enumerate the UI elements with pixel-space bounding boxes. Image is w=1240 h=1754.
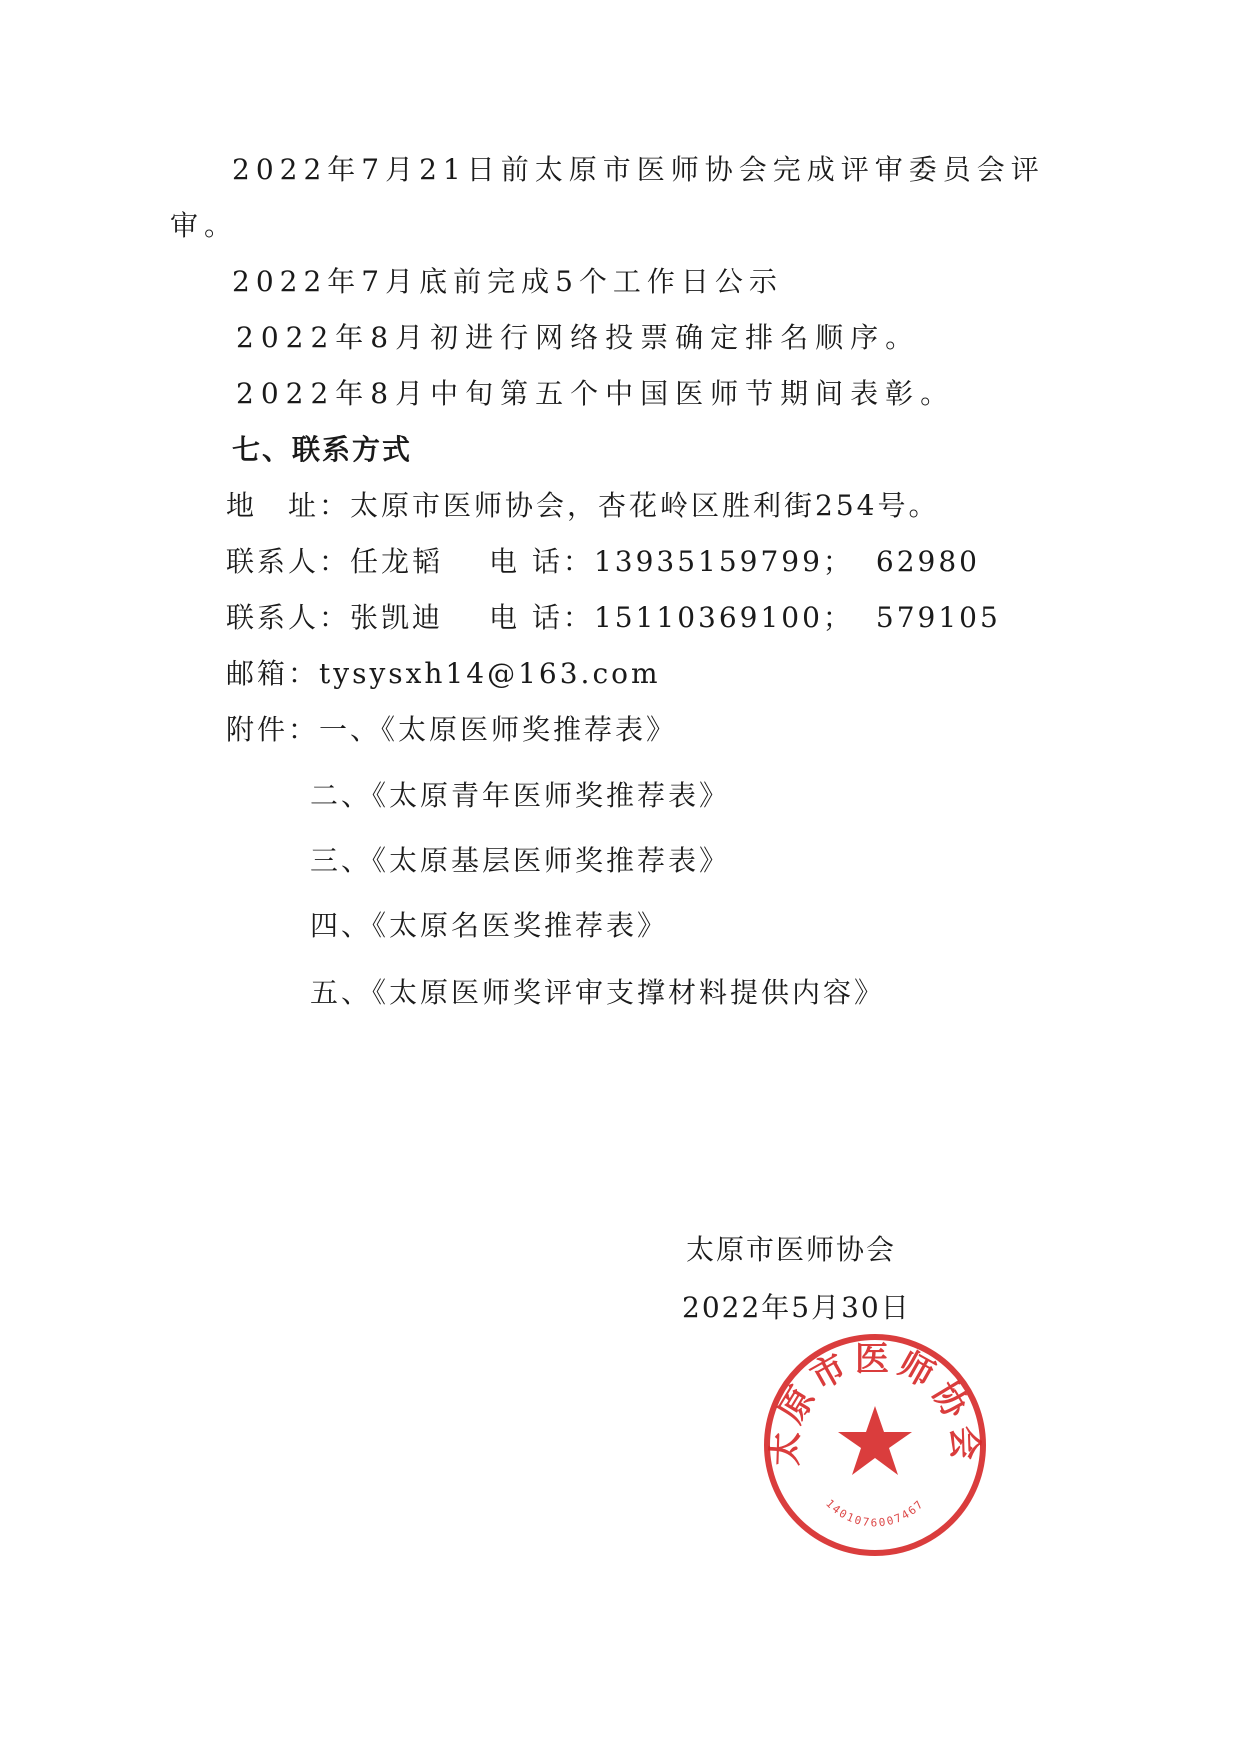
- svg-text:1401076007467: 1401076007467: [823, 1496, 927, 1530]
- schedule-line-3: 2022年8月初进行网络投票确定排名顺序。: [236, 321, 921, 354]
- contact-heading: 七、联系方式: [232, 433, 413, 466]
- attachment-item: 五、《太原医师奖评审支撑材料提供内容》: [310, 976, 886, 1009]
- attachment-item: 二、《太原青年医师奖推荐表》: [310, 779, 731, 812]
- schedule-line-1: 2022年7月21日前太原市医师协会完成评审委员会评: [232, 153, 1045, 186]
- schedule-line-4: 2022年8月中旬第五个中国医师节期间表彰。: [236, 377, 956, 410]
- attachments-label: 附件：: [226, 713, 320, 746]
- address-value: 太原市医师协会，杏花岭区胜利街254号。: [350, 489, 940, 522]
- contact-row-2: [226, 598, 1001, 638]
- short-number: 62980: [875, 545, 980, 578]
- email-label: 邮箱：: [226, 657, 320, 690]
- address-label: 地 址：: [226, 489, 351, 522]
- attachments-first-line: [226, 710, 677, 750]
- email-line: [226, 654, 661, 694]
- signature-organization: 太原市医师协会: [686, 1233, 897, 1266]
- schedule-line-1-continuation: 审。: [170, 209, 239, 242]
- phone-number: 15110369100；: [593, 601, 854, 634]
- official-seal: [760, 1330, 990, 1560]
- contact-row-1: [226, 542, 980, 582]
- contact-name: 张凯迪: [350, 601, 444, 634]
- schedule-line-2: 2022年7月底前完成5个工作日公示: [232, 265, 783, 298]
- contact-name: 任龙韬: [350, 545, 444, 578]
- contact-label: 联系人：: [226, 545, 351, 578]
- phone-label: 电 话：: [489, 545, 594, 578]
- email-value: tysysxh14@163.com: [319, 657, 661, 690]
- svg-text:太原市医师协会: 太原市医师协会: [765, 1339, 985, 1467]
- attachment-item: 一、《太原医师奖推荐表》: [319, 713, 678, 746]
- star-icon: [838, 1406, 912, 1475]
- attachment-item: 三、《太原基层医师奖推荐表》: [310, 844, 731, 877]
- signature-date: 2022年5月30日: [682, 1291, 911, 1324]
- phone-number: 13935159799；: [593, 545, 854, 578]
- address-line: [226, 486, 939, 526]
- contact-label: 联系人：: [226, 601, 351, 634]
- attachment-item: 四、《太原名医奖推荐表》: [310, 909, 669, 942]
- short-number: 579105: [875, 601, 1001, 634]
- phone-label: 电 话：: [489, 601, 594, 634]
